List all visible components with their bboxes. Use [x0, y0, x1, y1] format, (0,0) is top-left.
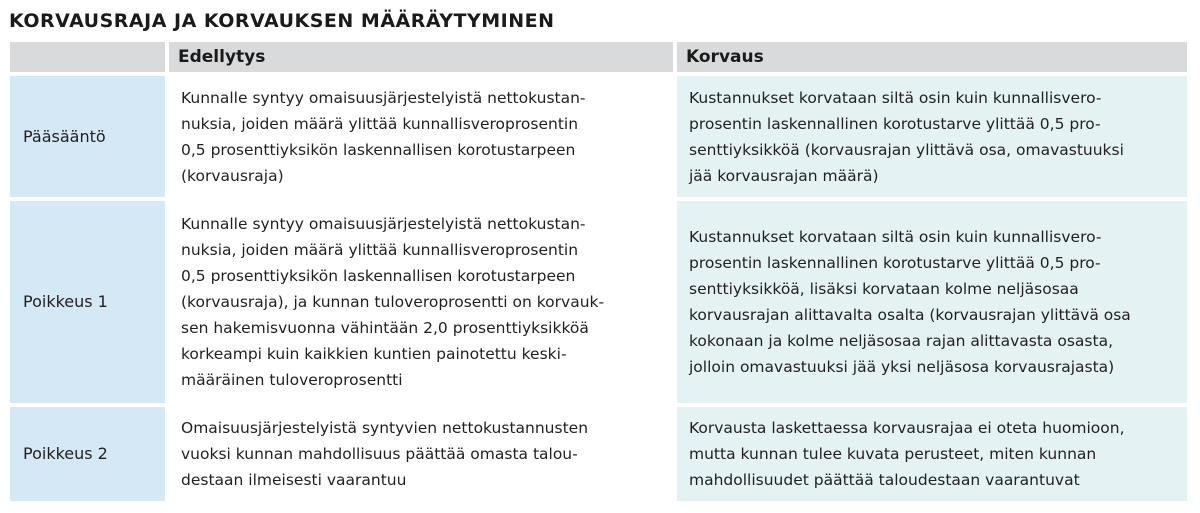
text-line: senttiyksikköä, lisäksi korvataan kolme neljäsosaa [689, 280, 1079, 298]
text-line: sen hakemisvuonna vähintään 2,0 prosenttiyksikköä [181, 319, 589, 337]
text-line: 0,5 prosenttiyksikön laskennallisen korotustarpeen [181, 140, 576, 159]
text-line: 0,5 prosenttiyksikön laskennallisen korotustarpeen [181, 267, 576, 285]
text-line: (korvausraja) [181, 166, 284, 185]
text-line: senttiyksikköä (korvausrajan ylittävä osa, omavastuuksi [689, 140, 1124, 159]
text-line: määräinen tuloveroprosentti [181, 371, 403, 389]
condition-cell [167, 74, 675, 199]
compensation-cell [675, 405, 1187, 503]
header-compensation: Korvaus [675, 42, 1187, 74]
compensation-cell [675, 74, 1187, 199]
text-line: mahdollisuudet päättää taloudestaan vaarantuvat [689, 471, 1080, 489]
row-label: Pääsääntö [10, 74, 167, 199]
text-line: korkeampi kuin kaikkien kuntien painotettu keski- [181, 345, 567, 363]
text-line: Omaisuusjärjestelyistä syntyvien nettokustannusten [181, 419, 589, 437]
text-line: jolloin omavastuuksi jää yksi neljäsosa korvausrajasta) [689, 358, 1115, 376]
table-row [10, 405, 1187, 503]
text-line: mutta kunnan tulee kuvata perusteet, miten kunnan [689, 445, 1097, 463]
compensation-table [10, 42, 1187, 505]
row-label: Poikkeus 2 [10, 405, 167, 503]
row-label: Poikkeus 1 [10, 199, 167, 405]
text-line: kokonaan ja kolme neljäsosaa rajan alittavasta osasta, [689, 332, 1113, 350]
document-title: KORVAUSRAJA JA KORVAUKSEN MÄÄRÄYTYMINEN [9, 10, 555, 32]
text-line: prosentin laskennallinen korotustarve ylittää 0,5 pro- [689, 114, 1101, 133]
text-line: korvausrajan alittavalta osalta (korvausrajan ylittävä osa [689, 306, 1131, 324]
text-line: prosentin laskennallinen korotustarve ylittää 0,5 pro- [689, 254, 1101, 272]
text-line: Kustannukset korvataan siltä osin kuin kunnallisvero- [689, 88, 1102, 107]
header-blank-cell [10, 42, 167, 74]
table-row [10, 199, 1187, 405]
text-line: nuksia, joiden määrä ylittää kunnallisveroprosentin [181, 241, 579, 259]
table-row [10, 74, 1187, 199]
text-line: Korvausta laskettaessa korvausrajaa ei oteta huomioon, [689, 419, 1125, 437]
text-line: vuoksi kunnan mahdollisuus päättää omasta talou- [181, 445, 578, 463]
condition-cell [167, 199, 675, 405]
text-line: Kunnalle syntyy omaisuusjärjestelyistä nettokustan- [181, 215, 586, 233]
header-row [10, 42, 1187, 74]
text-line: destaan ilmeisesti vaarantuu [181, 471, 407, 489]
compensation-cell [675, 199, 1187, 405]
text-line: Kunnalle syntyy omaisuusjärjestelyistä nettokustan- [181, 88, 586, 107]
text-line: Kustannukset korvataan siltä osin kuin kunnallisvero- [689, 228, 1102, 246]
header-condition: Edellytys [167, 42, 675, 74]
text-line: jää korvausrajan määrä) [689, 166, 879, 185]
condition-cell [167, 405, 675, 503]
text-line: (korvausraja), ja kunnan tuloveroprosentti on korvauk- [181, 293, 605, 311]
text-line: nuksia, joiden määrä ylittää kunnallisveroprosentin [181, 114, 579, 133]
